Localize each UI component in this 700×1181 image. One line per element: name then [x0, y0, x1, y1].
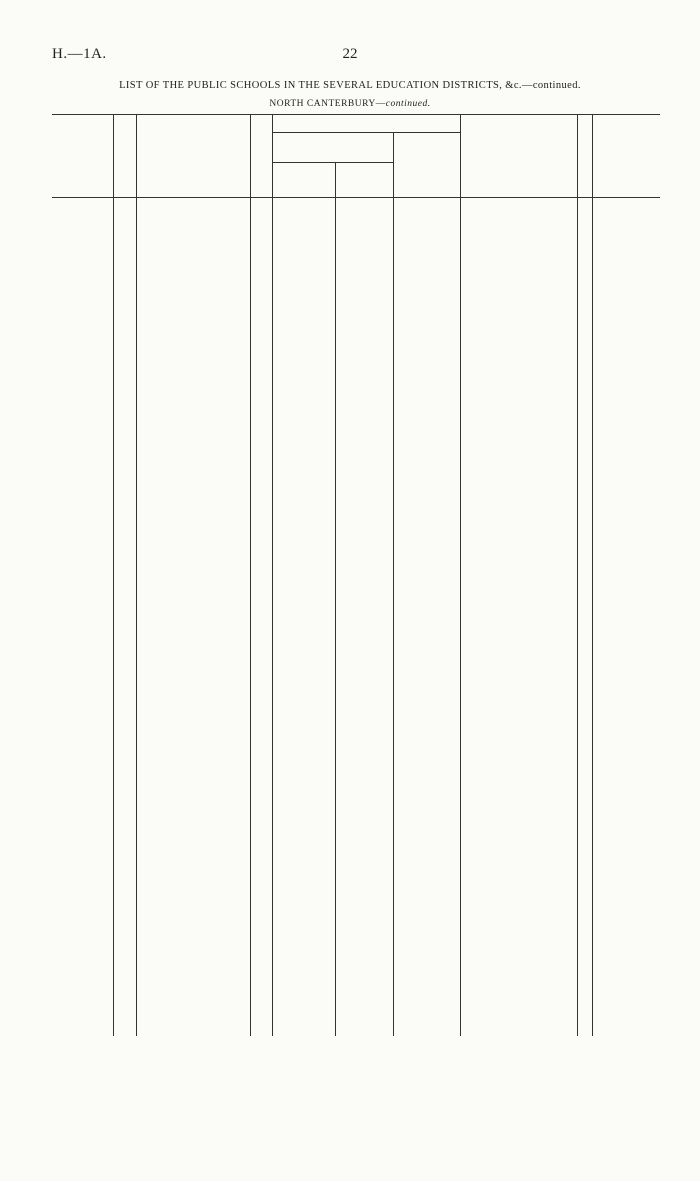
page-title: LIST OF THE PUBLIC SCHOOLS IN THE SEVERAL EDUCATION DISTRICTS, &c.—continued.	[119, 80, 581, 91]
subtitle	[0, 99, 700, 109]
page-number: 22	[342, 46, 358, 62]
table-top-rule	[52, 114, 660, 115]
column-rule	[393, 132, 394, 1036]
maintenance-rule	[272, 162, 393, 163]
column-rule	[113, 114, 114, 1036]
column-rule	[335, 162, 336, 1036]
column-rule	[460, 114, 461, 1036]
position-column-header	[579, 120, 591, 196]
subtitle-italic: continued.	[385, 99, 431, 109]
header-left: H.—1A.	[52, 46, 107, 62]
district-column-header	[118, 120, 132, 196]
column-rule	[577, 114, 578, 1036]
table-header-rule	[52, 197, 660, 198]
column-rule	[272, 114, 273, 1036]
expenditure-rule	[272, 132, 460, 133]
column-rule	[250, 114, 251, 1036]
column-rule	[592, 114, 593, 1036]
school-no-column-header	[254, 120, 268, 196]
subtitle-main: NORTH CANTERBURY—	[269, 99, 386, 109]
county-column-header	[56, 120, 106, 196]
column-rule	[136, 114, 137, 1036]
